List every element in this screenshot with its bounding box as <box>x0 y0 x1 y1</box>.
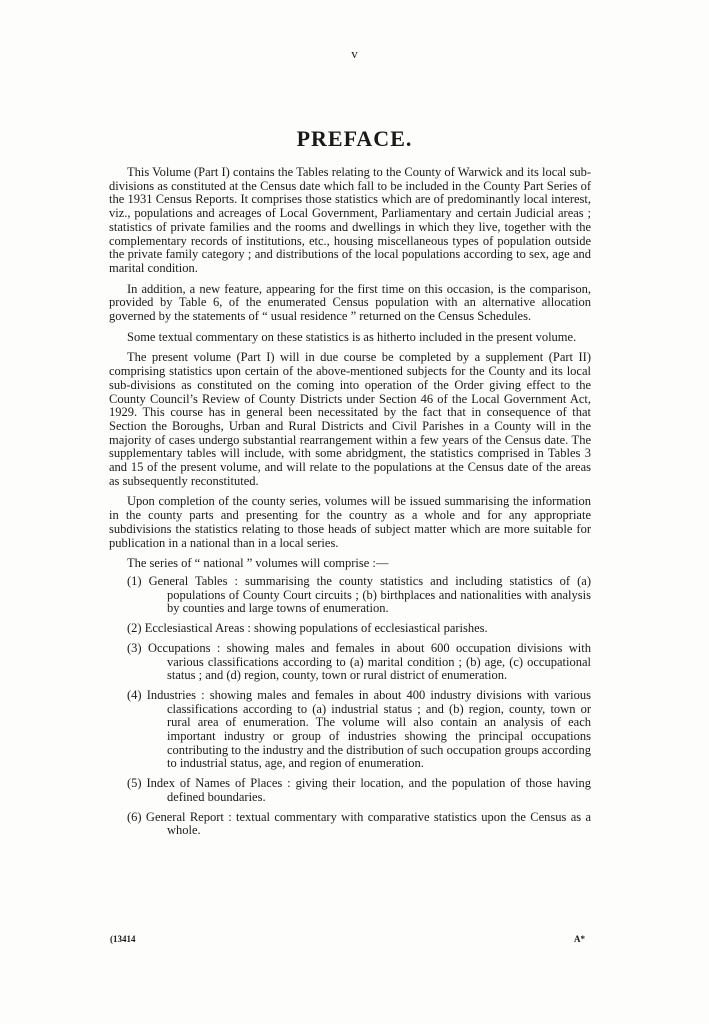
paragraph-5: Upon completion of the county series, volumes will be issued summarising the information in the county parts and presenting for the country as a whole and for any appropriate subdivisions the statistics relating to those heads of subject matter which are more suitable for publication in a national than in a local series. <box>109 494 591 550</box>
print-code: (13414 <box>110 934 136 944</box>
list-intro: The series of “ national ” volumes will comprise :— <box>127 556 389 571</box>
volumes-list <box>109 575 591 838</box>
list-item: (2) Ecclesiastical Areas : showing populations of ecclesiastical parishes. <box>127 621 488 636</box>
paragraph-2: In addition, a new feature, appearing for the first time on this occasion, is the comparison, provided by Table 6, of the enumerated Census population with an alternative allocation governed by the statements of “ usual residence ” returned on the Census Schedules. <box>109 281 591 324</box>
signature-mark: A* <box>574 934 585 944</box>
paragraph-1: This Volume (Part I) contains the Tables relating to the County of Warwick and its local sub-divisions as constituted at the Census date which fall to be included in the County Part Series of the 1931 Census Reports. It comprises those statistics which are of predominantly local interest, viz., populations and acreages of Local Government, Parliamentary and certain Judicial areas ; statistics of private families and the rooms and dwellings in which they live, together with the complementary records of institutions, etc., housing miscellaneous types of population outside the private family category ; and distributions of the local populations according to sex, age and marital condition. <box>109 165 591 275</box>
preface-body <box>109 166 591 844</box>
paragraph-3: Some textual commentary on these statistics is as hitherto included in the present volume. <box>127 329 577 344</box>
list-item: (5) Index of Names of Places : giving their location, and the population of those having defined boundaries. <box>127 776 591 804</box>
list-item: (3) Occupations : showing males and females in about 600 occupation divisions with various classifications according to (a) marital condition ; (b) age, (c) occupational status ; and (d) region, county, town or rural district of enumeration. <box>127 640 591 683</box>
list-item: (4) Industries : showing males and females in about 400 industry divisions with various classifications according to (a) industrial status ; and (b) region, county, town or rural area of enumeration. The volume will also contain an analysis of each important industry or group of industries showing the principal occupations contributing to the industry and the distribution of such occupation groups according to industrial status, age, and region of enumeration. <box>127 687 591 771</box>
list-item: (1) General Tables : summarising the county statistics and including statistics of (a) populations of County Court circuits ; (b) birthplaces and nationalities with analysis by counties and large towns of enumeration. <box>127 573 591 616</box>
paragraph-4: The present volume (Part I) will in due course be completed by a supplement (Part II) comprising statistics upon certain of the above-mentioned subjects for the County and its local sub-divisions as constituted on the coming into operation of the Order giving effect to the County Council’s Review of County Districts under Section 46 of the Local Government Act, 1929. This course has in general been necessitated by the fact that in consequence of that Section the Boroughs, Urban and Rural Districts and Civil Parishes in a County will in the majority of cases undergo substantial rearrangement within a few years of the Census date. The supplementary tables will include, with some abridgment, the statistics comprised in Tables 3 and 15 of the present volume, and will relate to the populations at the Census date of the areas as subsequently reconstituted. <box>109 350 591 488</box>
page-number: v <box>351 46 358 61</box>
list-item: (6) General Report : textual commentary with comparative statistics upon the Census as a whole. <box>127 809 591 838</box>
page-title: PREFACE. <box>296 126 413 151</box>
